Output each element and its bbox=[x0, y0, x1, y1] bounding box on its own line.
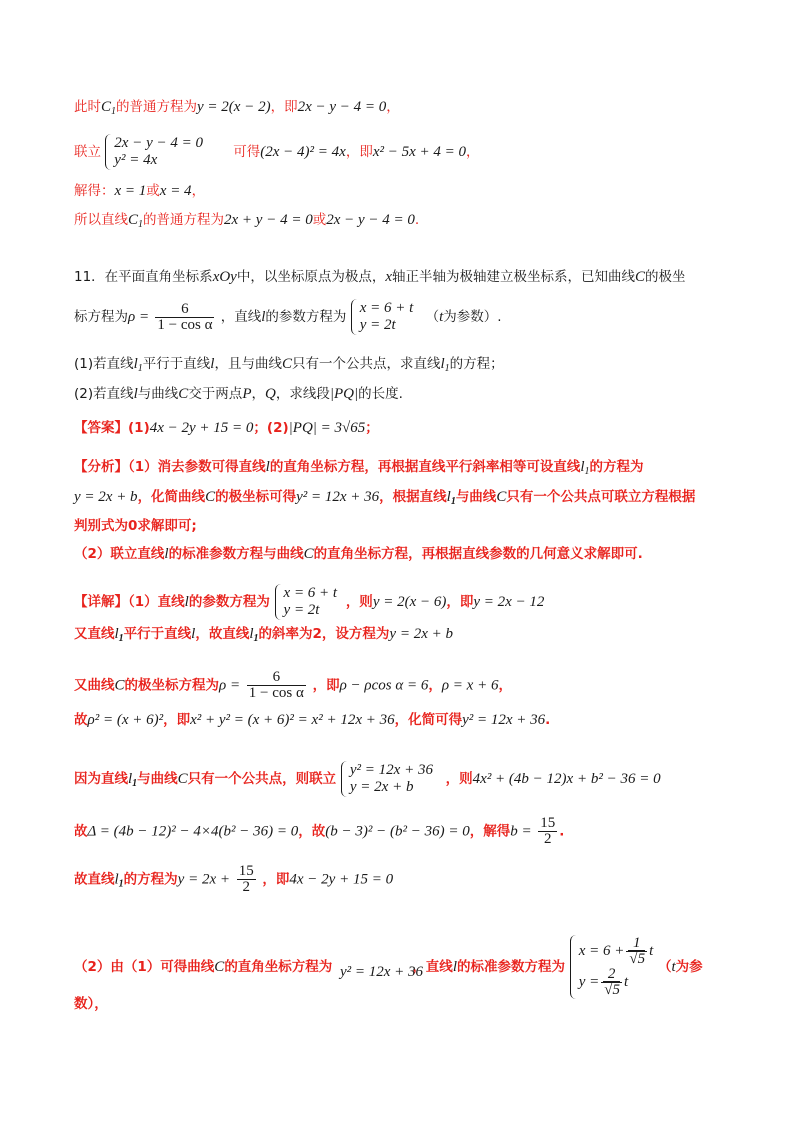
question-part-1: (1)若直线$l_1$平行于直线l，且与曲线C只有一个公共点，求直线$l_1$的方程； bbox=[74, 356, 504, 374]
equation-system: x = 6 + $\frac{1}{√5}$ t y = $\frac{2}{√5}$ t bbox=[570, 936, 654, 998]
fraction: $\frac{6}{\text{1 − cos α}}$ bbox=[157, 300, 213, 333]
equation-system: x = 6 + t y = 2t bbox=[351, 300, 414, 334]
question-11-line-1: 11．在平面直角坐标系xOy中，以坐标原点为极点，x轴正半轴为极轴建立极坐标系，已知曲线C的极坐 bbox=[74, 269, 686, 285]
question-part-2: (2)若直线l与曲线C交于两点P，Q，求线段|PQ|的长度. bbox=[74, 386, 403, 402]
equation-system: x = 6 + t y = 2t bbox=[275, 585, 338, 619]
equation-system: y² = 12x + 36 y = 2x + b bbox=[341, 762, 433, 796]
detail-line-8: （2）由（1）可得曲线C的直角坐标方程为 ，直线l的标准参数方程为 x = 6 + $\frac{1}{√5}$ t y = $\frac{2}{√5}$ t （t为参 bbox=[74, 935, 703, 998]
detail-line-6: 故Δ = (4b − 12)² − 4×4(b² − 36) = 0，故(b − 3)² − (b² − 36) = 0，解得b = $\frac{15}{2}$ . bbox=[74, 815, 565, 847]
detail-line-5: 因为直线$l_1$与曲线C只有一个公共点，则联立 y² = 12x + 36 y = 2x + b ，则4x² + (4b − 12)x + b² − 36 = 0 bbox=[74, 762, 661, 795]
solution-line-1: 此时$C_1$的普通方程为y = 2(x − 2)，即2x − y − 4 = 0， bbox=[74, 99, 400, 117]
solution-line-3: 解得：x = 1或x = 4， bbox=[74, 183, 206, 199]
detail-curve-equation: y² = 12x + 36 bbox=[340, 964, 424, 980]
equation-system: 2x − y − 4 = 0 y² = 4x bbox=[105, 135, 203, 169]
detail-line-3: 又曲线C的极坐标方程为ρ = $\frac{6}{\text{1 − cos α}}$ ，即ρ − ρcos α = 6，ρ = x + 6， bbox=[74, 669, 512, 701]
analysis-line-4: （2）联立直线l的标准参数方程与曲线C的直角坐标方程，再根据直线参数的几何意义求解即可. bbox=[74, 546, 643, 562]
detail-line-7: 故直线$l_1$的方程为y = 2x + $\frac{15}{2}$ ，即4x − 2y + 15 = 0 bbox=[74, 863, 394, 895]
question-11-line-2: 标方程为ρ = $\frac{6}{\text{1 − cos α}}$ ，直线l的参数方程为 x = 6 + t y = 2t （t为参数）. bbox=[74, 300, 502, 333]
fraction: $\frac{15}{2}$ bbox=[540, 815, 556, 847]
answer-line: 【答案】(1)4x − 2y + 15 = 0；(2)|PQ| = 3√65； bbox=[74, 420, 379, 436]
analysis-line-2: y = 2x + b，化简曲线C的极坐标可得y² = 12x + 36，根据直线$l_1$与曲线C只有一个公共点可联立方程根据 bbox=[74, 489, 696, 507]
analysis-line-1: 【分析】（1）消去参数可得直线l的直角坐标方程，再根据直线平行斜率相等可设直线$l_1$的方程为 bbox=[74, 459, 644, 477]
analysis-line-3: 判别式为0求解即可; bbox=[74, 518, 197, 534]
solution-line-4: 所以直线$C_1$的普通方程为2x + y − 4 = 0或2x − y − 4 = 0. bbox=[74, 212, 420, 230]
detail-line-2: 又直线$l_1$平行于直线l，故直线$l_1$的斜率为2，设方程为y = 2x + b bbox=[74, 626, 453, 644]
detail-line-9: 数）， bbox=[74, 996, 108, 1012]
detail-line-4: 故ρ² = (x + 6)²，即x² + y² = (x + 6)² = x² + 12x + 36，化简可得y² = 12x + 36. bbox=[74, 712, 551, 728]
detail-line-1: 【详解】（1）直线l的参数方程为 x = 6 + t y = 2t ，则y = 2(x − 6)，即y = 2x − 12 bbox=[74, 585, 545, 618]
fraction: $\frac{6}{\text{1 − cos α}}$ bbox=[248, 669, 304, 701]
solution-line-2: 联立 2x − y − 4 = 0 y² = 4x 可得(2x − 4)² = 4x，即x² − 5x + 4 = 0， bbox=[74, 135, 480, 168]
fraction: $\frac{15}{2}$ bbox=[238, 863, 254, 895]
